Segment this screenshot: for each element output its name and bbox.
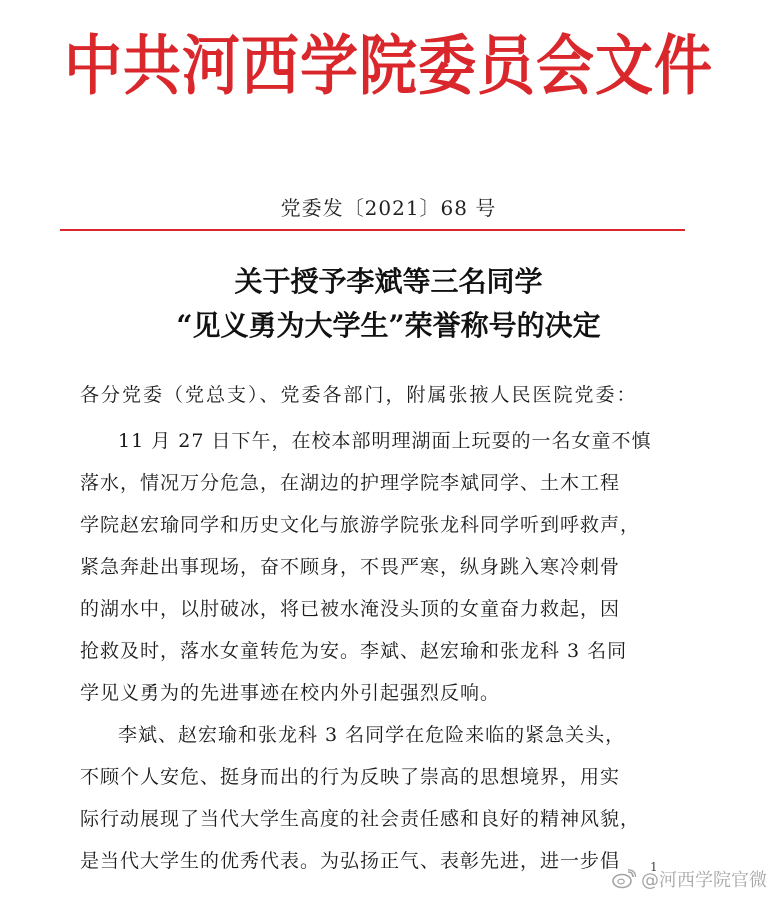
body-line: 不顾个人安危、挺身而出的行为反映了崇高的思想境界，用实 xyxy=(80,766,621,788)
document-header-title: 中共河西学院委员会文件 xyxy=(63,27,713,104)
salutation: 各分党委（党总支）、党委各部门，附属张掖人民医院党委： xyxy=(80,384,638,406)
watermark-text: @河西学院官微 xyxy=(641,870,767,891)
decision-title-line-1: 关于授予李斌等三名同学 xyxy=(234,265,543,298)
page-number: 1 xyxy=(650,860,658,874)
body-line: 11 月 27 日下午，在校本部明理湖面上玩耍的一名女童不慎 xyxy=(118,430,652,452)
body-line: 抢救及时，落水女童转危为安。李斌、赵宏瑜和张龙科 3 名同 xyxy=(80,640,628,662)
body-line: 学院赵宏瑜同学和历史文化与旅游学院张龙科同学听到呼救声， xyxy=(80,514,641,536)
body-line: 落水，情况万分危急，在湖边的护理学院李斌同学、土木工程 xyxy=(80,472,621,494)
document-number: 党委发〔2021〕68 号 xyxy=(280,196,497,220)
body-line: 李斌、赵宏瑜和张龙科 3 名同学在危险来临的紧急关头， xyxy=(118,724,626,746)
decision-title-line-2: “见义勇为大学生”荣誉称号的决定 xyxy=(176,309,601,342)
header-divider xyxy=(60,229,685,231)
body-line: 紧急奔赴出事现场，奋不顾身，不畏严寒，纵身跳入寒冷刺骨 xyxy=(80,556,621,578)
body-line: 是当代大学生的优秀代表。为弘扬正气、表彰先进，进一步倡 xyxy=(80,850,621,872)
weibo-icon xyxy=(611,869,637,889)
weibo-watermark xyxy=(611,866,767,892)
body-line: 的湖水中，以肘破冰，将已被水淹没头顶的女童奋力救起，因 xyxy=(80,598,621,620)
body-line: 学见义勇为的先进事迹在校内外引起强烈反响。 xyxy=(80,682,501,704)
body-line: 际行动展现了当代大学生高度的社会责任感和良好的精神风貌， xyxy=(80,808,641,830)
